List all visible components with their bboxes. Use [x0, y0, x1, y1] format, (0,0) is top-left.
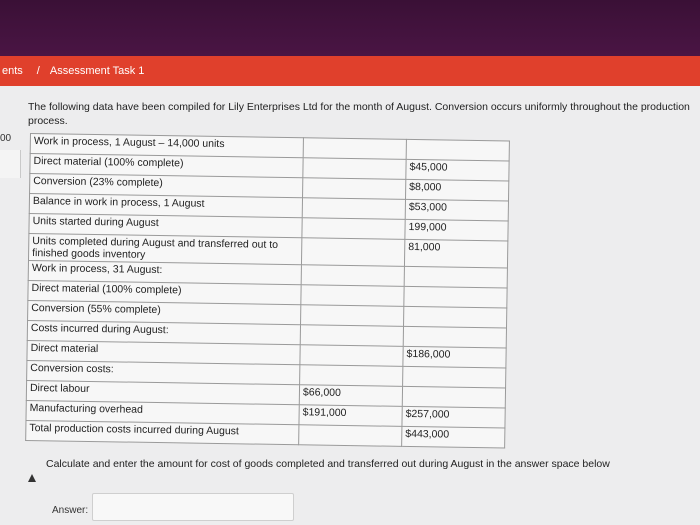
- table-cell-c1: [300, 325, 403, 347]
- table-cell-c1: [303, 158, 406, 180]
- table-cell-c2: $53,000: [405, 199, 508, 221]
- table-cell-c1: [299, 425, 402, 447]
- data-table: [25, 133, 510, 449]
- table-cell-c1: [301, 285, 404, 307]
- left-marker: 00: [0, 133, 12, 144]
- table-cell-c2: $443,000: [402, 426, 505, 448]
- table-cell-c1: [301, 238, 404, 267]
- table-cell-label: Direct labour: [26, 380, 299, 404]
- table-cell-c1: [302, 218, 405, 240]
- table-cell-label: Conversion (55% complete): [28, 300, 301, 324]
- answer-input[interactable]: [92, 493, 294, 521]
- left-sidebar-edge: [0, 150, 21, 178]
- table-cell-c2: [403, 366, 506, 388]
- table-cell-c1: $66,000: [299, 385, 402, 407]
- table-cell-c2: 81,000: [404, 239, 507, 268]
- table-cell-c1: [303, 138, 406, 160]
- table-cell-c1: [303, 178, 406, 200]
- table-cell-label: Conversion costs:: [27, 360, 300, 384]
- table-cell-label: Total production costs incurred during August: [26, 420, 299, 444]
- question-text: Calculate and enter the amount for cost of goods completed and transferred out during August in the answer space below: [46, 458, 610, 470]
- table-cell-c2: $8,000: [406, 179, 509, 201]
- table-cell-label: Balance in work in process, 1 August: [29, 194, 302, 218]
- answer-label: Answer:: [52, 505, 89, 516]
- table-cell-label: Direct material (100% complete): [28, 280, 301, 304]
- breadcrumb-separator: /: [36, 65, 40, 77]
- table-cell-label: Work in process, 31 August:: [28, 260, 301, 284]
- question-intro: The following data have been compiled for Lily Enterprises Ltd for the month of August. Conversion occurs uniformly throughout the production process.: [28, 101, 690, 127]
- breadcrumb: [0, 56, 700, 86]
- table-cell-c2: [403, 326, 506, 348]
- table-cell-label: Units completed during August and transferred out to finished goods inventory: [28, 233, 301, 264]
- table-cell-c1: [301, 265, 404, 287]
- table-cell-label: Manufacturing overhead: [26, 400, 299, 424]
- table-cell-c2: [402, 386, 505, 408]
- table-cell-c2: $257,000: [402, 406, 505, 428]
- mouse-cursor-icon: [28, 474, 36, 482]
- table-cell-c1: [301, 305, 404, 327]
- table-cell-c2: [404, 266, 507, 288]
- table-cell-c2: $45,000: [406, 159, 509, 181]
- table-cell-c1: [300, 345, 403, 367]
- table-cell-label: Work in process, 1 August – 14,000 units: [30, 134, 303, 158]
- table-cell-label: Costs incurred during August:: [27, 320, 300, 344]
- breadcrumb-parent[interactable]: ents: [2, 65, 23, 77]
- table-cell-c2: 199,000: [405, 219, 508, 241]
- table-cell-c1: [300, 365, 403, 387]
- table-cell-label: Conversion (23% complete): [30, 174, 303, 198]
- table-cell-label: Direct material: [27, 340, 300, 364]
- table-cell-c1: [302, 198, 405, 220]
- table-cell-label: Units started during August: [29, 213, 302, 237]
- table-cell-c1: $191,000: [299, 405, 402, 427]
- table-cell-c2: $186,000: [403, 346, 506, 368]
- table-cell-c2: [404, 286, 507, 308]
- breadcrumb-current: Assessment Task 1: [49, 65, 145, 77]
- browser-top-bar: [0, 0, 700, 56]
- table-cell-label: Direct material (100% complete): [30, 154, 303, 178]
- table-cell-c2: [406, 139, 509, 161]
- table-cell-c2: [404, 306, 507, 328]
